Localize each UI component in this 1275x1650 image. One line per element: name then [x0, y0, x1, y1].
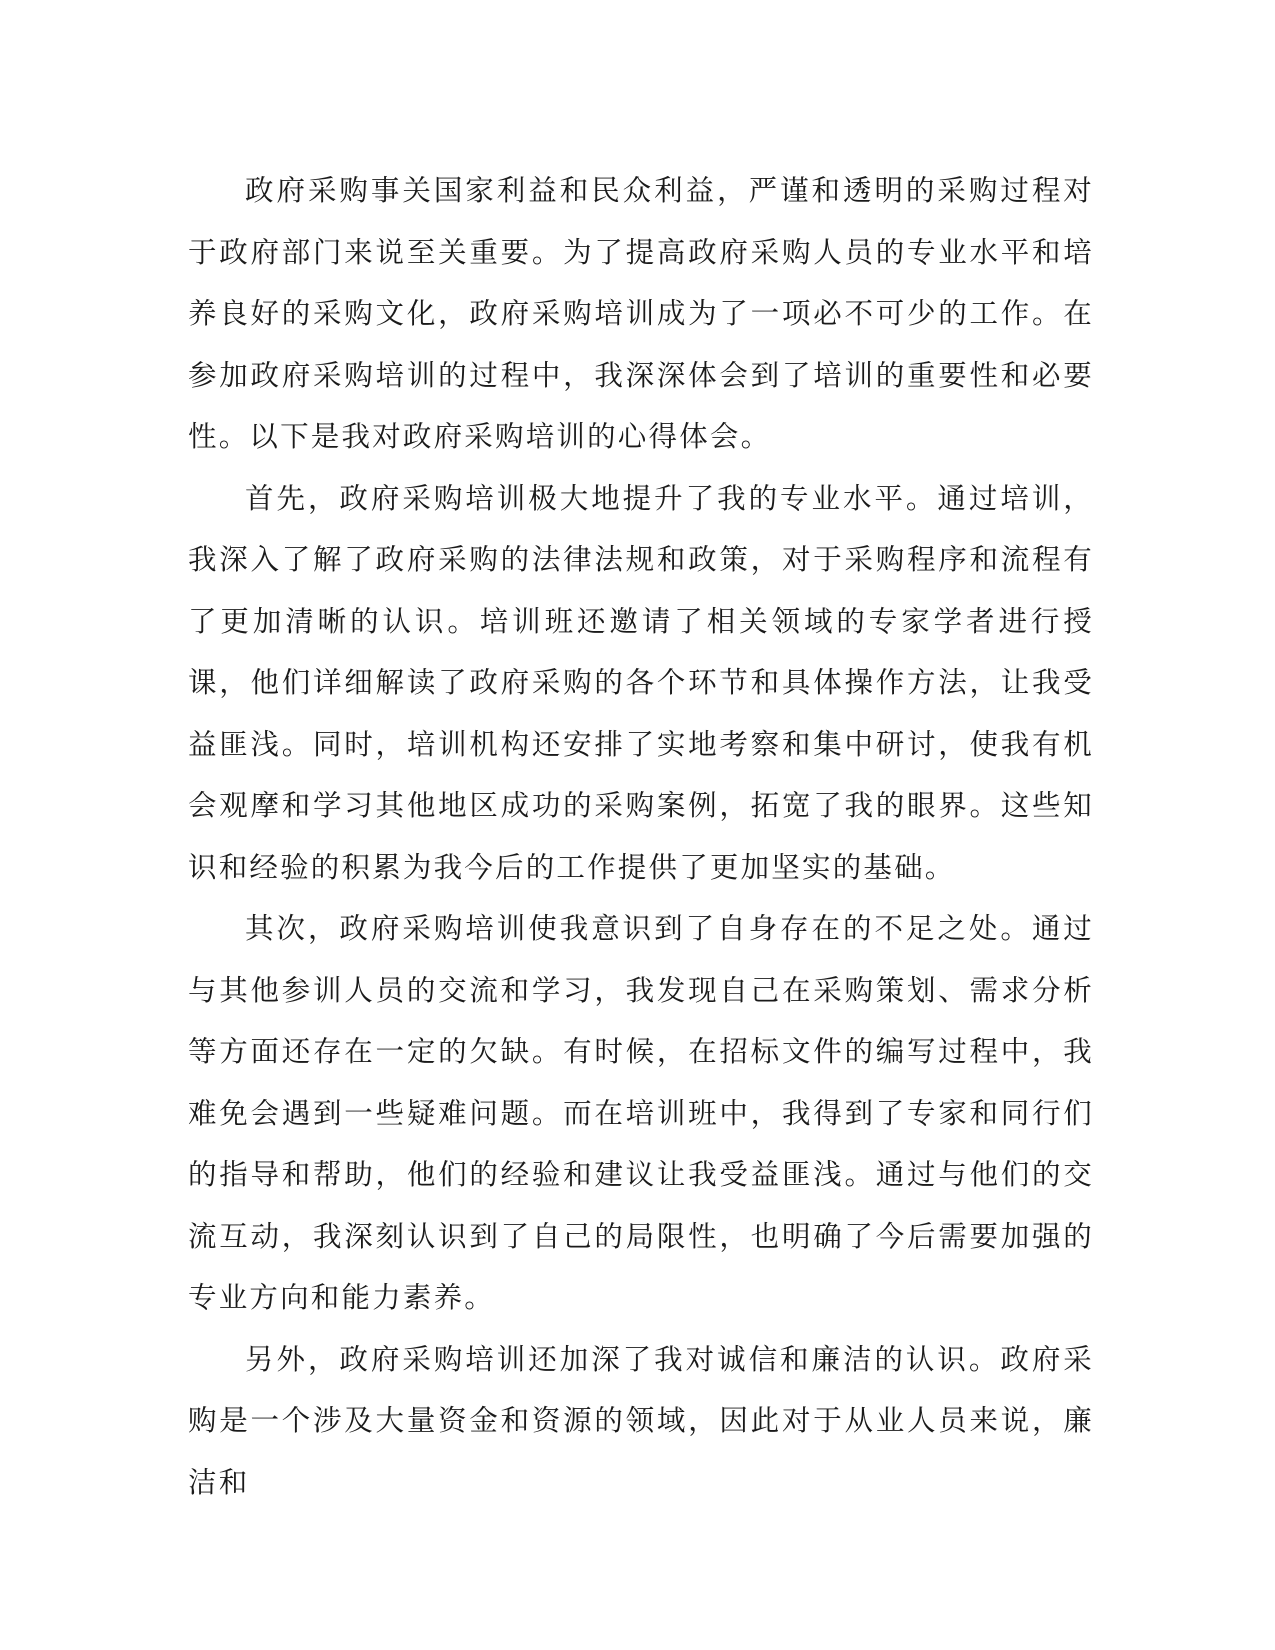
paragraph-first: 首先，政府采购培训极大地提升了我的专业水平。通过培训，我深入了解了政府采购的法律法规和政策，对于采购程序和流程有了更加清晰的认识。培训班还邀请了相关领域的专家学者进行授课，他们详细解读了政府采购的各个环节和具体操作方法，让我受益匪浅。同时，培训机构还安排了实地考察和集中研讨，使我有机会观摩和学习其他地区成功的采购案例，拓宽了我的眼界。这些知识和经验的积累为我今后的工作提供了更加坚实的基础。 [188, 481, 1094, 884]
paragraph-third: 另外，政府采购培训还加深了我对诚信和廉洁的认识。政府采购是一个涉及大量资金和资源的领域，因此对于从业人员来说，廉洁和 [188, 1342, 1094, 1499]
body-text [188, 160, 1094, 1513]
paragraph-intro: 政府采购事关国家利益和民众利益，严谨和透明的采购过程对于政府部门来说至关重要。为了提高政府采购人员的专业水平和培养良好的采购文化，政府采购培训成为了一项必不可少的工作。在参加政府采购培训的过程中，我深深体会到了培训的重要性和必要性。以下是我对政府采购培训的心得体会。 [188, 174, 1094, 453]
paragraph-second: 其次，政府采购培训使我意识到了自身存在的不足之处。通过与其他参训人员的交流和学习，我发现自己在采购策划、需求分析等方面还存在一定的欠缺。有时候，在招标文件的编写过程中，我难免会遇到一些疑难问题。而在培训班中，我得到了专家和同行们的指导和帮助，他们的经验和建议让我受益匪浅。通过与他们的交流互动，我深刻认识到了自己的局限性，也明确了今后需要加强的专业方向和能力素养。 [188, 912, 1094, 1314]
